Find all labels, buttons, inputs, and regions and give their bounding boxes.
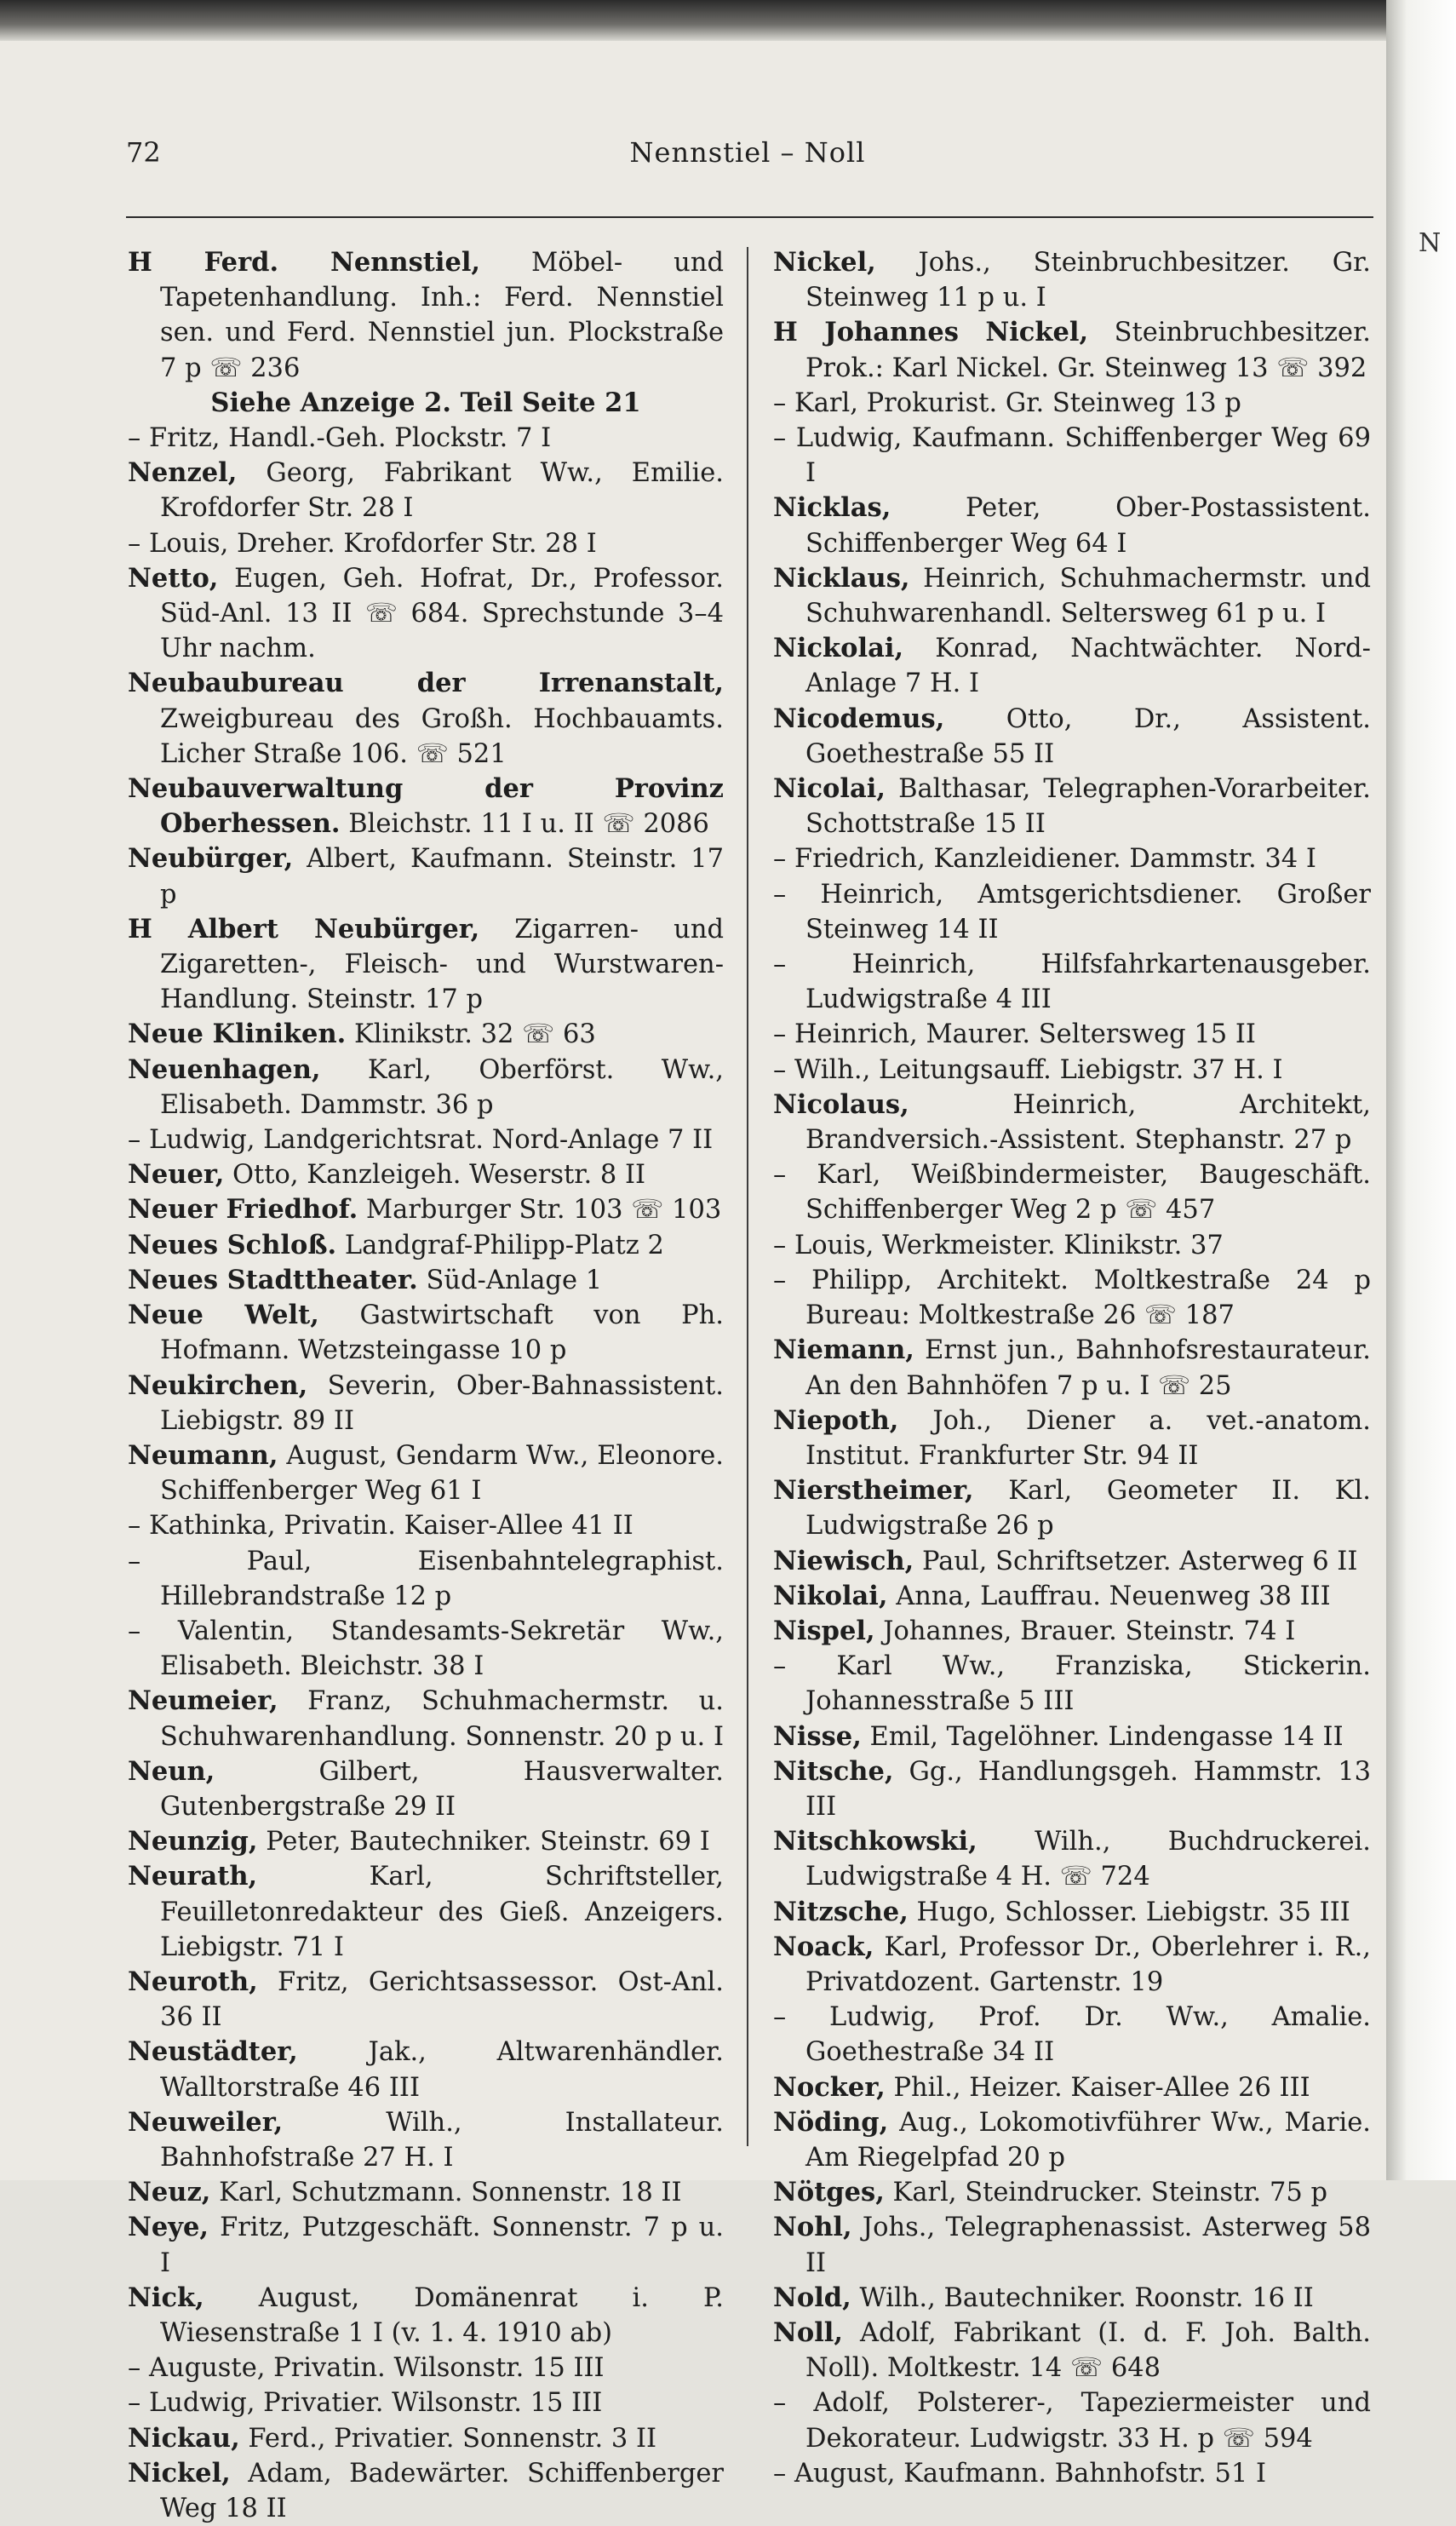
entry-text: Johs., Telegraphenassist. Asterweg 58 II bbox=[805, 2213, 1371, 2278]
entry-text: Hugo, Schlosser. Liebigstr. 35 III bbox=[908, 1897, 1350, 1927]
entry-text: Phil., Heizer. Kaiser-Allee 26 III bbox=[885, 2072, 1310, 2103]
entry-text: Bleichstr. 11 I u. II ☏ 2086 bbox=[340, 809, 709, 840]
entry-name: Neuenhagen, bbox=[128, 1053, 321, 1085]
directory-entry bbox=[128, 1438, 724, 1508]
directory-entry bbox=[773, 1473, 1371, 1543]
directory-entry bbox=[128, 1053, 724, 1122]
entry-text: Karl, Schriftsteller, Feuilletonredakteur des Gieß. Anzeigers. Liebigstr. 71 I bbox=[160, 1862, 724, 1962]
entry-name: Neuroth, bbox=[128, 1966, 258, 1997]
entry-name: Neuweiler, bbox=[128, 2106, 284, 2138]
entry-name: Neye, bbox=[128, 2212, 209, 2243]
entry-name: Noll, bbox=[773, 2316, 844, 2348]
entry-text: – Heinrich, Amtsgerichtsdiener. Großer Steinweg 14 II bbox=[773, 879, 1371, 944]
entry-name: Neunzig, bbox=[128, 1826, 258, 1857]
directory-entry bbox=[128, 1157, 724, 1192]
entry-text: – Ludwig, Privatier. Wilsonstr. 15 III bbox=[128, 2388, 603, 2419]
entry-name: Neun, bbox=[128, 1755, 215, 1787]
entry-name: Niepoth, bbox=[773, 1404, 899, 1436]
entry-name: Nickel, bbox=[773, 247, 876, 278]
entry-text: Severin, Ober-Bahnassistent. Liebigstr. 89 II bbox=[160, 1370, 724, 1436]
entry-text: – Karl, Weißbindermeister, Baugeschäft. Schiffenberger Weg 2 p ☏ 457 bbox=[773, 1160, 1371, 1226]
directory-entry bbox=[773, 1088, 1371, 1157]
directory-entry bbox=[773, 841, 1371, 876]
directory-entry bbox=[773, 877, 1371, 947]
entry-text: – Adolf, Polsterer-, Tapeziermeister und Dekorateur. Ludwigstr. 33 H. p ☏ 594 bbox=[773, 2388, 1371, 2454]
directory-entry bbox=[128, 1544, 724, 1614]
directory-entry bbox=[128, 2456, 724, 2526]
entry-name: Nitzsche, bbox=[773, 1896, 909, 1927]
entry-name: Nikolai, bbox=[773, 1580, 888, 1611]
entry-text: August, Gendarm Ww., Eleonore. Schiffenberger Weg 61 I bbox=[160, 1440, 724, 1507]
entry-text: Heinrich, Architekt, Brandversich.-Assistent. Stephanstr. 27 p bbox=[805, 1089, 1371, 1156]
directory-entry bbox=[773, 1053, 1371, 1088]
entry-text: – August, Kaufmann. Bahnhofstr. 51 I bbox=[773, 2458, 1267, 2489]
entry-text: Gilbert, Hausverwalter. Gutenbergstraße 29 II bbox=[160, 1756, 724, 1822]
entry-name: H Ferd. Nennstiel, bbox=[128, 247, 481, 278]
page-number: 72 bbox=[126, 136, 161, 169]
entry-name: Neubaubureau der Irrenanstalt, bbox=[128, 668, 724, 699]
entry-text: Paul, Schriftsetzer. Asterweg 6 II bbox=[914, 1546, 1358, 1576]
entry-text: Steinbruchbesitzer. Prok.: Karl Nickel. Gr. Steinweg 13 ☏ 392 bbox=[805, 318, 1371, 383]
entry-text: Balthasar, Telegraphen-Vorarbeiter. Schottstraße 15 II bbox=[805, 774, 1371, 840]
directory-entry bbox=[773, 1579, 1371, 1614]
entry-text: Süd-Anlage 1 bbox=[417, 1265, 603, 1295]
directory-entry bbox=[128, 1508, 724, 1543]
entry-name: Neues Schloß. bbox=[128, 1229, 337, 1260]
directory-entry bbox=[773, 1649, 1371, 1719]
entry-text: – Karl, Prokurist. Gr. Steinweg 13 p bbox=[773, 388, 1241, 418]
directory-entry bbox=[773, 631, 1371, 701]
entry-text: Karl, Oberförst. Ww., Elisabeth. Dammstr. 36 p bbox=[160, 1054, 724, 1120]
entry-text: – Wilh., Leitungsauff. Liebigstr. 37 H. I bbox=[773, 1054, 1283, 1085]
directory-entry bbox=[773, 2210, 1371, 2280]
entry-name: Nöding, bbox=[773, 2106, 889, 2138]
directory-entry bbox=[128, 772, 724, 841]
entry-text: Karl, Steindrucker. Steinstr. 75 p bbox=[884, 2178, 1327, 2208]
directory-entry bbox=[773, 1228, 1371, 1263]
adjacent-page-edge bbox=[1386, 0, 1456, 2180]
entry-name: Nold, bbox=[773, 2282, 851, 2313]
entry-text: – Fritz, Handl.-Geh. Plockstr. 7 I bbox=[128, 423, 552, 454]
entry-text: – Auguste, Privatin. Wilsonstr. 15 III bbox=[128, 2353, 605, 2384]
directory-entry bbox=[128, 2385, 724, 2420]
entry-text: August, Domänenrat i. P. Wiesenstraße 1 I (v. 1. 4. 1910 ab) bbox=[160, 2282, 724, 2348]
entry-name: Neue Kliniken. bbox=[128, 1019, 347, 1050]
entry-text: Zweigbureau des Großh. Hochbauamts. Licher Straße 106. ☏ 521 bbox=[160, 703, 724, 769]
directory-entry bbox=[773, 561, 1371, 631]
directory-entry bbox=[128, 2351, 724, 2385]
directory-entry bbox=[128, 912, 724, 1018]
directory-entry bbox=[773, 1719, 1371, 1754]
entry-text: Heinrich, Schuhmachermstr. und Schuhwarenhandl. Seltersweg 61 p u. I bbox=[805, 563, 1371, 629]
entry-name: Nick, bbox=[128, 2282, 204, 2313]
directory-entry bbox=[128, 526, 724, 561]
directory-entry bbox=[128, 245, 724, 386]
entry-text: Marburger Str. 103 ☏ 103 bbox=[358, 1195, 722, 1226]
entry-text: Wilh., Installateur. Bahnhofstraße 27 H. I bbox=[160, 2107, 724, 2173]
entry-text: – Louis, Werkmeister. Klinikstr. 37 bbox=[773, 1230, 1224, 1260]
entry-text: – Heinrich, Hilfsfahrkartenausgeber. Ludwigstraße 4 III bbox=[773, 950, 1371, 1015]
entry-name: Nicodemus, bbox=[773, 703, 945, 734]
entry-text: Johannes, Brauer. Steinstr. 74 I bbox=[874, 1616, 1296, 1646]
directory-entry bbox=[128, 2105, 724, 2175]
directory-entry bbox=[128, 1017, 724, 1052]
directory-entry bbox=[773, 1544, 1371, 1579]
entry-name: Nicklas, bbox=[773, 492, 891, 524]
directory-entry bbox=[128, 2175, 724, 2210]
adjacent-page-fragment: N bbox=[1419, 228, 1442, 258]
entry-text: Adolf, Fabrikant (I. d. F. Joh. Balth. Noll). Moltkestr. 14 ☏ 648 bbox=[805, 2317, 1371, 2384]
right-column bbox=[773, 245, 1371, 2491]
directory-entry bbox=[773, 1614, 1371, 1649]
entry-name: Neuer Friedhof. bbox=[128, 1194, 358, 1226]
entry-name: Nitschkowski, bbox=[773, 1826, 977, 1857]
directory-entry bbox=[128, 1369, 724, 1438]
entry-name: Nötges, bbox=[773, 2177, 885, 2208]
directory-entry bbox=[773, 2105, 1371, 2175]
directory-entry bbox=[128, 2421, 724, 2456]
entry-text: Karl, Professor Dr., Oberlehrer i. R., Privatdozent. Gartenstr. 19 bbox=[805, 1932, 1371, 1997]
entry-text: Johs., Steinbruchbesitzer. Gr. Steinweg 11 p u. I bbox=[805, 248, 1371, 313]
directory-entry bbox=[773, 1333, 1371, 1403]
directory-entry bbox=[128, 2035, 724, 2104]
entry-text: – Philipp, Architekt. Moltkestraße 24 p Bureau: Moltkestraße 26 ☏ 187 bbox=[773, 1265, 1371, 1331]
entry-text: Fritz, Gerichtsassessor. Ost-Anl. 36 II bbox=[160, 1966, 724, 2033]
entry-text: Ferd., Privatier. Sonnenstr. 3 II bbox=[239, 2423, 657, 2454]
entry-text: – Karl Ww., Franziska, Stickerin. Johannesstraße 5 III bbox=[773, 1651, 1371, 1717]
directory-entry bbox=[773, 702, 1371, 772]
directory-entry bbox=[773, 491, 1371, 560]
entry-name: Nisse, bbox=[773, 1720, 862, 1752]
directory-entry bbox=[773, 386, 1371, 421]
directory-entry bbox=[128, 2210, 724, 2280]
entry-name: Neuz, bbox=[128, 2177, 211, 2208]
directory-entry bbox=[773, 315, 1371, 385]
directory-entry bbox=[773, 772, 1371, 841]
entry-name: Netto, bbox=[128, 562, 219, 594]
directory-entry bbox=[773, 1017, 1371, 1052]
directory-entry bbox=[128, 1684, 724, 1754]
entry-text: – Friedrich, Kanzleidiener. Dammstr. 34 I bbox=[773, 844, 1316, 875]
entry-text: Aug., Lokomotivführer Ww., Marie. Am Riegelpfad 20 p bbox=[805, 2107, 1371, 2173]
entry-text: Peter, Ober-Postassistent. Schiffenberger Weg 64 I bbox=[805, 493, 1371, 559]
running-head: Nennstiel – Noll bbox=[629, 136, 866, 169]
entry-text: Konrad, Nachtwächter. Nord-Anlage 7 H. I bbox=[805, 634, 1371, 699]
entry-text: Peter, Bautechniker. Steinstr. 69 I bbox=[257, 1827, 710, 1857]
entry-name: Nicolaus, bbox=[773, 1088, 909, 1120]
entry-text: Fritz, Putzgeschäft. Sonnenstr. 7 p u. I bbox=[160, 2213, 724, 2278]
header-rule bbox=[126, 216, 1373, 218]
entry-name: Nicolai, bbox=[773, 773, 886, 805]
entry-text: Joh., Diener a. vet.-anatom. Institut. Frankfurter Str. 94 II bbox=[805, 1405, 1371, 1471]
entry-name: Neues Stadttheater. bbox=[128, 1264, 418, 1295]
directory-entry bbox=[128, 1228, 724, 1263]
directory-entry bbox=[128, 1614, 724, 1684]
entry-text: – Louis, Dreher. Krofdorfer Str. 28 I bbox=[128, 528, 597, 559]
directory-entry bbox=[128, 1263, 724, 1298]
entry-name: Neuer, bbox=[128, 1159, 225, 1191]
entry-name: Nispel, bbox=[773, 1615, 875, 1646]
entry-name: Neumeier, bbox=[128, 1685, 278, 1717]
directory-entry bbox=[773, 2175, 1371, 2210]
directory-entry bbox=[128, 561, 724, 667]
directory-entry bbox=[128, 421, 724, 456]
entry-text: Eugen, Geh. Hofrat, Dr., Professor. Süd-Anl. 13 II ☏ 684. Sprechstunde 3–4 Uhr nachm. bbox=[160, 563, 724, 664]
entry-name: Niewisch, bbox=[773, 1545, 914, 1576]
entry-name: Noack, bbox=[773, 1931, 874, 1962]
entry-name: H Johannes Nickel, bbox=[773, 317, 1089, 348]
directory-entry bbox=[128, 666, 724, 772]
directory-entry bbox=[128, 1824, 724, 1859]
directory-entry bbox=[773, 2456, 1371, 2491]
entry-text: Landgraf-Philipp-Platz 2 bbox=[336, 1230, 664, 1260]
entry-text: Jak., Altwarenhändler. Walltorstraße 46 III bbox=[160, 2037, 724, 2103]
entry-name: Neubürger, bbox=[128, 843, 294, 875]
entry-text: Siehe Anzeige 2. Teil Seite 21 bbox=[210, 387, 641, 418]
entry-text: – Valentin, Standesamts-Sekretär Ww., Elisabeth. Bleichstr. 38 I bbox=[128, 1616, 724, 1682]
directory-entry bbox=[773, 1404, 1371, 1473]
entry-text: Karl, Geometer II. Kl. Ludwigstraße 26 p bbox=[805, 1476, 1371, 1541]
entry-name: Neurath, bbox=[128, 1861, 258, 1892]
entry-text: Wilh., Bautechniker. Roonstr. 16 II bbox=[851, 2282, 1314, 2313]
entry-name: Neustädter, bbox=[128, 2036, 298, 2068]
page-header bbox=[126, 136, 1369, 186]
entry-text: – Ludwig, Landgerichtsrat. Nord-Anlage 7 II bbox=[128, 1125, 714, 1156]
entry-name: Neubauverwaltung der Provinz Oberhessen. bbox=[128, 773, 724, 840]
entry-text: Wilh., Buchdruckerei. Ludwigstraße 4 H. ☏ 724 bbox=[805, 1827, 1371, 1892]
directory-entry bbox=[128, 1122, 724, 1157]
entry-name: Nierstheimer, bbox=[773, 1475, 974, 1507]
entry-text: – Kathinka, Privatin. Kaiser-Allee 41 II bbox=[128, 1511, 633, 1541]
entry-text: Gastwirtschaft von Ph. Hofmann. Wetzsteingasse 10 p bbox=[160, 1300, 724, 1366]
book-top-edge bbox=[0, 0, 1456, 41]
entry-name: H Albert Neubürger, bbox=[128, 913, 480, 944]
advertisement-note bbox=[128, 386, 724, 421]
entry-text: Zigarren- und Zigaretten-, Fleisch- und Wurstwaren-Handlung. Steinstr. 17 p bbox=[160, 914, 724, 1015]
entry-name: Neumann, bbox=[128, 1439, 278, 1471]
entry-text: Anna, Lauffrau. Neuenweg 38 III bbox=[887, 1581, 1331, 1611]
directory-entry bbox=[773, 1263, 1371, 1333]
directory-entry bbox=[128, 1859, 724, 1965]
directory-entry bbox=[773, 1157, 1371, 1227]
directory-entry bbox=[773, 947, 1371, 1017]
directory-entry bbox=[128, 456, 724, 525]
directory-entry bbox=[773, 2281, 1371, 2316]
entry-name: Niemann, bbox=[773, 1335, 914, 1366]
entry-text: Georg, Fabrikant Ww., Emilie. Krofdorfer Str. 28 I bbox=[160, 458, 724, 524]
directory-entry bbox=[128, 1192, 724, 1227]
entry-text: Albert, Kaufmann. Steinstr. 17 p bbox=[160, 844, 724, 910]
directory-entry bbox=[128, 1754, 724, 1824]
directory-entry bbox=[773, 2000, 1371, 2070]
column-divider bbox=[747, 247, 748, 2146]
directory-entry bbox=[128, 1965, 724, 2035]
entry-text: Otto, Dr., Assistent. Goethestraße 55 II bbox=[805, 703, 1371, 769]
entry-text: Gg., Handlungsgeh. Hammstr. 13 III bbox=[805, 1756, 1371, 1822]
entry-text: – Heinrich, Maurer. Seltersweg 15 II bbox=[773, 1019, 1256, 1050]
directory-entry bbox=[773, 245, 1371, 315]
entry-name: Nitsche, bbox=[773, 1755, 894, 1787]
entry-text: Adam, Badewärter. Schiffenberger Weg 18 II bbox=[160, 2458, 724, 2523]
entry-name: Nicklaus, bbox=[773, 562, 910, 594]
directory-entry bbox=[128, 2281, 724, 2351]
entry-text: Ernst jun., Bahnhofsrestaurateur. An den Bahnhöfen 7 p u. I ☏ 25 bbox=[805, 1335, 1371, 1401]
entry-text: Franz, Schuhmachermstr. u. Schuhwarenhandlung. Sonnenstr. 20 p u. I bbox=[160, 1686, 724, 1752]
left-column bbox=[128, 245, 724, 2526]
directory-entry bbox=[128, 841, 724, 911]
directory-entry bbox=[773, 2070, 1371, 2105]
directory-entry bbox=[773, 1824, 1371, 1894]
entry-name: Nickolai, bbox=[773, 633, 904, 664]
directory-entry bbox=[128, 1298, 724, 1368]
entry-text: – Ludwig, Prof. Dr. Ww., Amalie. Goethestraße 34 II bbox=[773, 2002, 1371, 2068]
entry-text: Otto, Kanzleigeh. Weserstr. 8 II bbox=[224, 1160, 646, 1191]
entry-name: Nenzel, bbox=[128, 457, 238, 489]
entry-name: Nickau, bbox=[128, 2422, 240, 2454]
directory-entry bbox=[773, 2385, 1371, 2455]
entry-name: Nocker, bbox=[773, 2071, 886, 2103]
entry-name: Neue Welt, bbox=[128, 1300, 319, 1331]
entry-name: Neukirchen, bbox=[128, 1369, 308, 1401]
directory-entry bbox=[773, 1930, 1371, 2000]
entry-text: Möbel- und Tapetenhandlung. Inh.: Ferd. Nennstiel sen. und Ferd. Nennstiel jun. Plockstraße 7 p ☏ 236 bbox=[160, 248, 724, 383]
directory-entry bbox=[773, 421, 1371, 491]
entry-text: Karl, Schutzmann. Sonnenstr. 18 II bbox=[210, 2178, 682, 2208]
entry-text: – Paul, Eisenbahntelegraphist. Hillebrandstraße 12 p bbox=[128, 1546, 724, 1611]
directory-entry bbox=[773, 1895, 1371, 1930]
directory-entry bbox=[773, 1754, 1371, 1824]
entry-name: Nickel, bbox=[128, 2457, 231, 2489]
entry-text: – Ludwig, Kaufmann. Schiffenberger Weg 69 I bbox=[773, 423, 1371, 489]
entry-text: Klinikstr. 32 ☏ 63 bbox=[346, 1019, 596, 1050]
entry-name: Nohl, bbox=[773, 2212, 852, 2243]
directory-entry bbox=[773, 2316, 1371, 2385]
entry-text: Emil, Tagelöhner. Lindengasse 14 II bbox=[861, 1721, 1344, 1752]
